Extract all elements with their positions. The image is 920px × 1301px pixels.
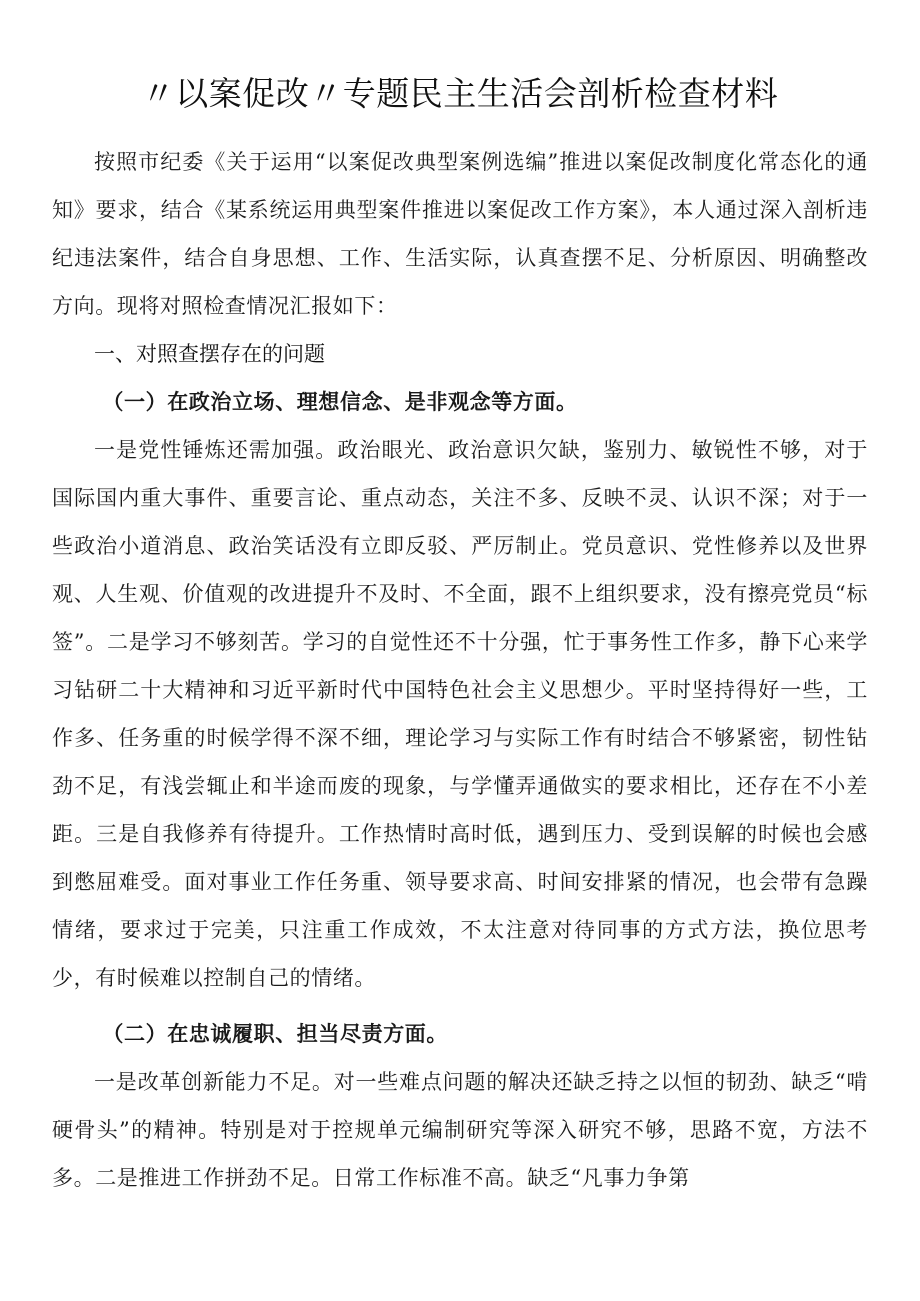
- subsection-heading-1: （一）在政治立场、理想信念、是非观念等方面。: [102, 389, 578, 414]
- document-title: 〃以案促改〃专题民主生活会剖析检查材料: [141, 74, 779, 113]
- subsection-body-1: 一是党性锤炼还需加强。政治眼光、政治意识欠缺，鉴别力、敏锐性不够，对于国际国内重大事件、重要言论、重点动态，关注不多、反映不灵、认识不深；对于一些政治小道消息、政治笑话没有立即反驳、严厉制止。党员意识、党性修养以及世界观、人生观、价值观的改进提升不及时、不全面，跟不上组织要求，没有擦亮党员“标签”。二是学习不够刻苦。学习的自觉性还不十分强，忙于事务性工作多，静下心来学习钻研二十大精神和习近平新时代中国特色社会主义思想少。平时坚持得好一些，工作多、任务重的时候学得不深不细，理论学习与实际工作有时结合不够紧密，韧性钻劲不足，有浅尝辄止和半途而废的现象，与学懂弄通做实的要求相比，还存在不小差距。三是自我修养有待提升。工作热情时高时低，遇到压力、受到误解的时候也会感到憋屈难受。面对事业工作任务重、领导要求高、时间安排紧的情况，也会带有急躁情绪，要求过于完美，只注重工作成效，不太注意对待同事的方式方法，换位思考少，有时候难以控制自己的情绪。: [52, 438, 868, 990]
- subsection-heading-2: （二）在忠诚履职、担当尽责方面。: [102, 1021, 448, 1046]
- section-heading-1: 一、对照查摆存在的问题: [94, 342, 325, 366]
- intro-paragraph: 按照市纪委《关于运用“以案促改典型案例选编”推进以案促改制度化常态化的通知》要求，结合《某系统运用典型案件推进以案促改工作方案》，本人通过深入剖析违纪违法案件，结合自身思想、工作、生活实际，认真查摆不足、分析原因、明确整改方向。现将对照检查情况汇报如下：: [52, 150, 868, 318]
- subsection-body-2: 一是改革创新能力不足。对一些难点问题的解决还缺乏持之以恒的韧劲、缺乏“啃硬骨头”的精神。特别是对于控规单元编制研究等深入研究不够，思路不宽，方法不多。二是推进工作拼劲不足。日常工作标准不高。缺乏“凡事力争第: [52, 1070, 868, 1190]
